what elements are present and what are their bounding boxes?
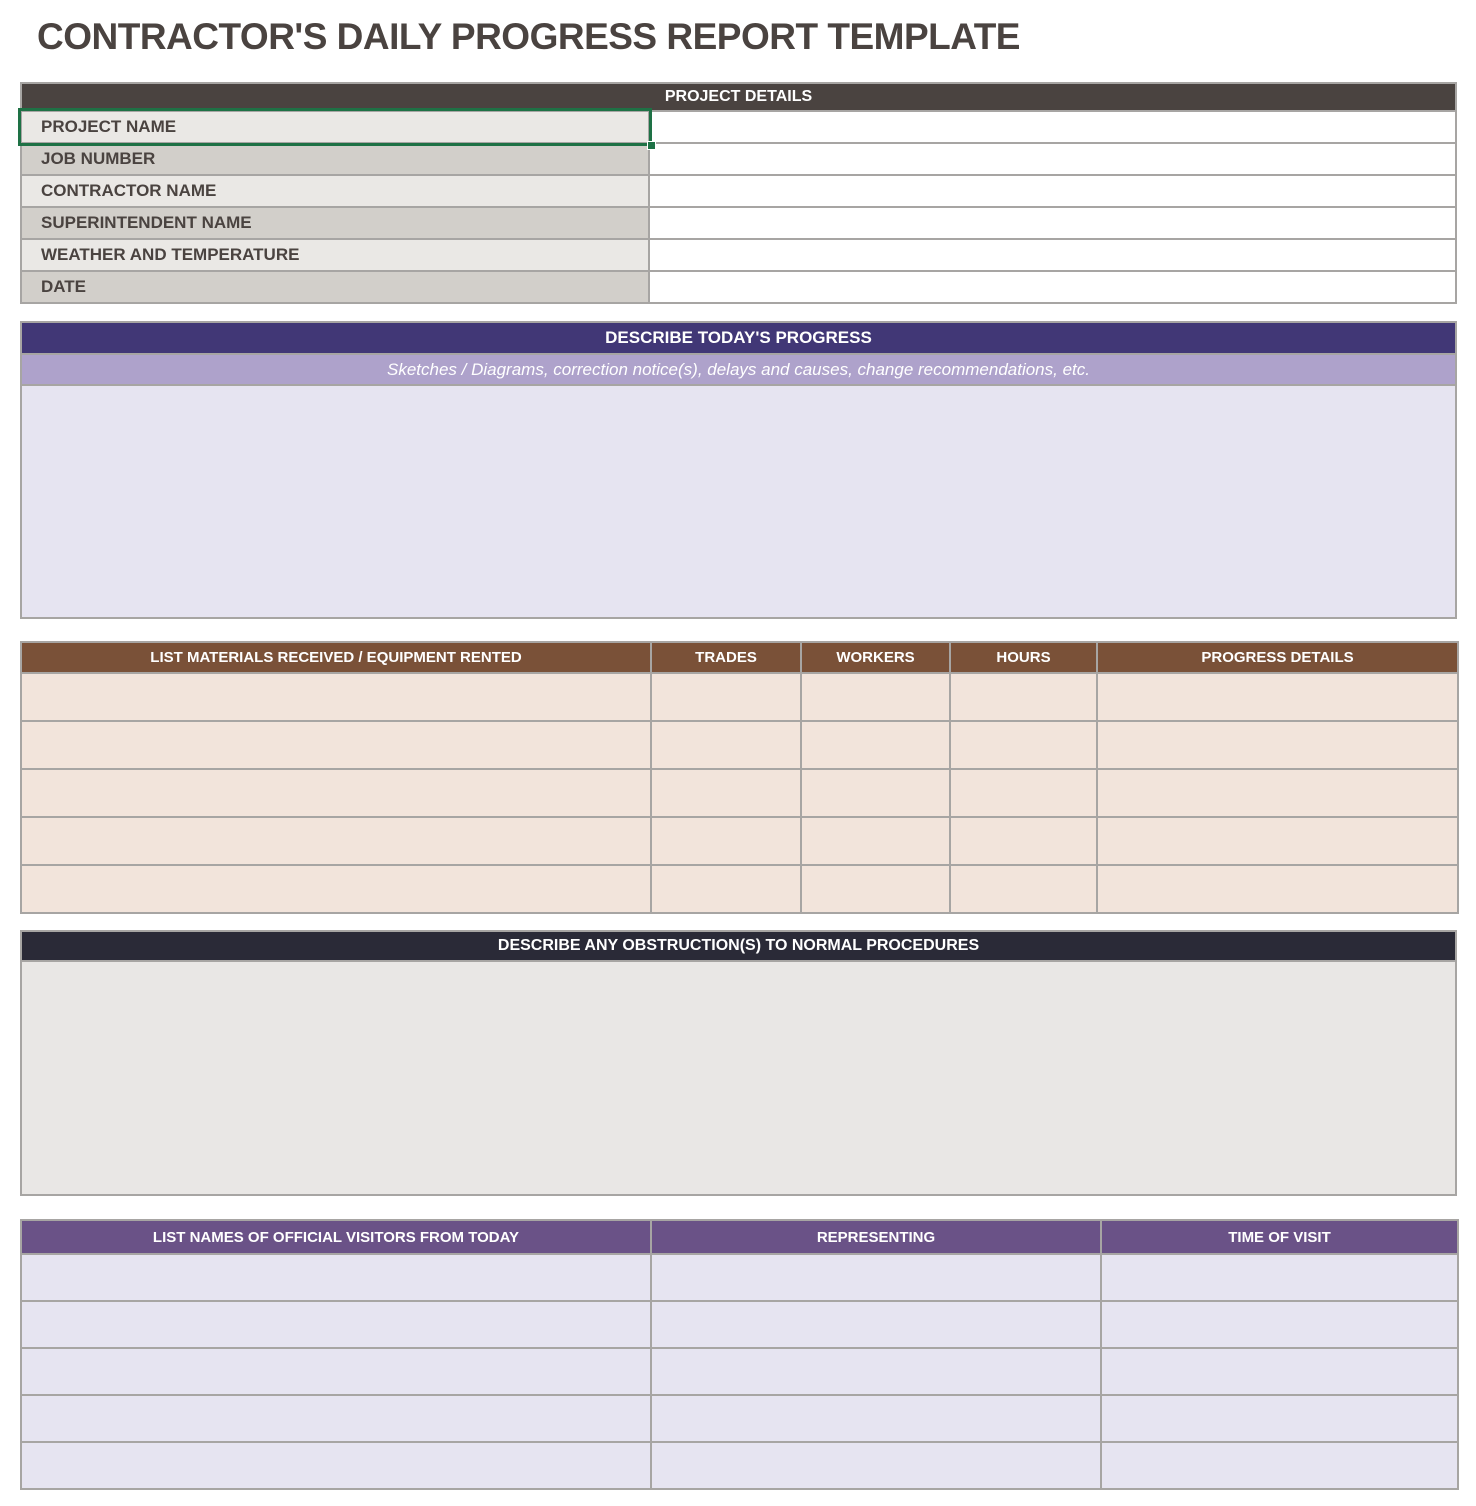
visitors-cell[interactable] [1101,1301,1458,1348]
visitors-cell[interactable] [651,1348,1101,1395]
visitors-cell[interactable] [21,1254,651,1301]
materials-cell[interactable] [21,673,651,721]
obstructions-notes-area[interactable] [20,960,1457,1196]
materials-cell[interactable] [1097,769,1458,817]
project-details-cell[interactable]: JOB NUMBER [21,143,649,175]
visitors-section [20,1219,1457,1490]
workers-column-header: WORKERS [801,642,950,673]
materials-cell[interactable] [21,721,651,769]
project-details-cell[interactable] [649,143,1456,175]
visitors-cell[interactable] [21,1348,651,1395]
materials-cell[interactable] [950,769,1097,817]
materials-cell[interactable] [950,673,1097,721]
materials-cell[interactable] [801,673,950,721]
materials-cell[interactable] [651,721,801,769]
table-row [21,175,1456,207]
materials-cell[interactable] [801,769,950,817]
project-details-cell[interactable] [649,271,1456,303]
materials-cell[interactable] [801,865,950,913]
materials-cell[interactable] [801,721,950,769]
project-details-cell[interactable]: WEATHER AND TEMPERATURE [21,239,649,271]
materials-cell[interactable] [651,769,801,817]
hours-column-header: HOURS [950,642,1097,673]
visitors-cell[interactable] [651,1301,1101,1348]
visitors-cell[interactable] [1101,1348,1458,1395]
materials-section [20,641,1457,914]
project-details-header: PROJECT DETAILS [20,82,1457,110]
project-details-cell[interactable] [649,111,1456,143]
table-row [21,1348,1458,1395]
project-details-cell[interactable]: CONTRACTOR NAME [21,175,649,207]
materials-cell[interactable] [1097,673,1458,721]
project-details-cell[interactable]: DATE [21,271,649,303]
visitors-cell[interactable] [1101,1442,1458,1489]
visitors-table [20,1219,1459,1490]
visitors-cell[interactable] [21,1395,651,1442]
visitors-cell[interactable] [21,1442,651,1489]
materials-cell[interactable] [950,817,1097,865]
project-details-cell[interactable]: PROJECT NAME [21,111,649,143]
table-row [21,1254,1458,1301]
table-row [21,721,1458,769]
table-row [21,271,1456,303]
table-row [21,239,1456,271]
table-row [21,673,1458,721]
progress-notes-area[interactable] [20,384,1457,619]
materials-cell[interactable] [21,865,651,913]
table-row [21,769,1458,817]
project-details-cell[interactable] [649,175,1456,207]
project-details-table [20,110,1457,304]
visitors-cell[interactable] [651,1254,1101,1301]
table-row [21,1301,1458,1348]
table-row [21,143,1456,175]
materials-cell[interactable] [651,865,801,913]
project-details-section [20,82,1457,304]
obstructions-header: DESCRIBE ANY OBSTRUCTION(S) TO NORMAL PROCEDURES [20,930,1457,960]
table-row [21,111,1456,143]
materials-cell[interactable] [651,817,801,865]
materials-cell[interactable] [651,673,801,721]
table-row [21,1442,1458,1489]
progress-details-column-header: PROGRESS DETAILS [1097,642,1458,673]
visitors-header-row [21,1220,1458,1254]
page-title: CONTRACTOR'S DAILY PROGRESS REPORT TEMPLATE [37,16,1020,57]
table-row [21,1395,1458,1442]
obstructions-section [20,930,1457,1196]
materials-cell[interactable] [950,721,1097,769]
table-row [21,865,1458,913]
table-row [21,207,1456,239]
visitors-cell[interactable] [1101,1395,1458,1442]
materials-cell[interactable] [950,865,1097,913]
progress-header: DESCRIBE TODAY'S PROGRESS [20,321,1457,353]
representing-column-header: REPRESENTING [651,1220,1101,1254]
materials-cell[interactable] [1097,817,1458,865]
visitors-cell[interactable] [651,1395,1101,1442]
visitors-cell[interactable] [21,1301,651,1348]
table-row [21,817,1458,865]
materials-cell[interactable] [1097,721,1458,769]
materials-cell[interactable] [1097,865,1458,913]
materials-cell[interactable] [21,769,651,817]
visitors-cell[interactable] [1101,1254,1458,1301]
trades-column-header: TRADES [651,642,801,673]
project-details-cell[interactable] [649,207,1456,239]
materials-table [20,641,1459,914]
project-details-cell[interactable]: SUPERINTENDENT NAME [21,207,649,239]
project-details-cell[interactable] [649,239,1456,271]
progress-section [20,321,1457,619]
materials-cell[interactable] [21,817,651,865]
materials-cell[interactable] [801,817,950,865]
progress-subheader: Sketches / Diagrams, correction notice(s), delays and causes, change recommendations, etc. [20,353,1457,384]
materials-header-row [21,642,1458,673]
visitor-names-column-header: LIST NAMES OF OFFICIAL VISITORS FROM TODAY [21,1220,651,1254]
time-of-visit-column-header: TIME OF VISIT [1101,1220,1458,1254]
materials-column-header: LIST MATERIALS RECEIVED / EQUIPMENT RENTED [21,642,651,673]
visitors-cell[interactable] [651,1442,1101,1489]
